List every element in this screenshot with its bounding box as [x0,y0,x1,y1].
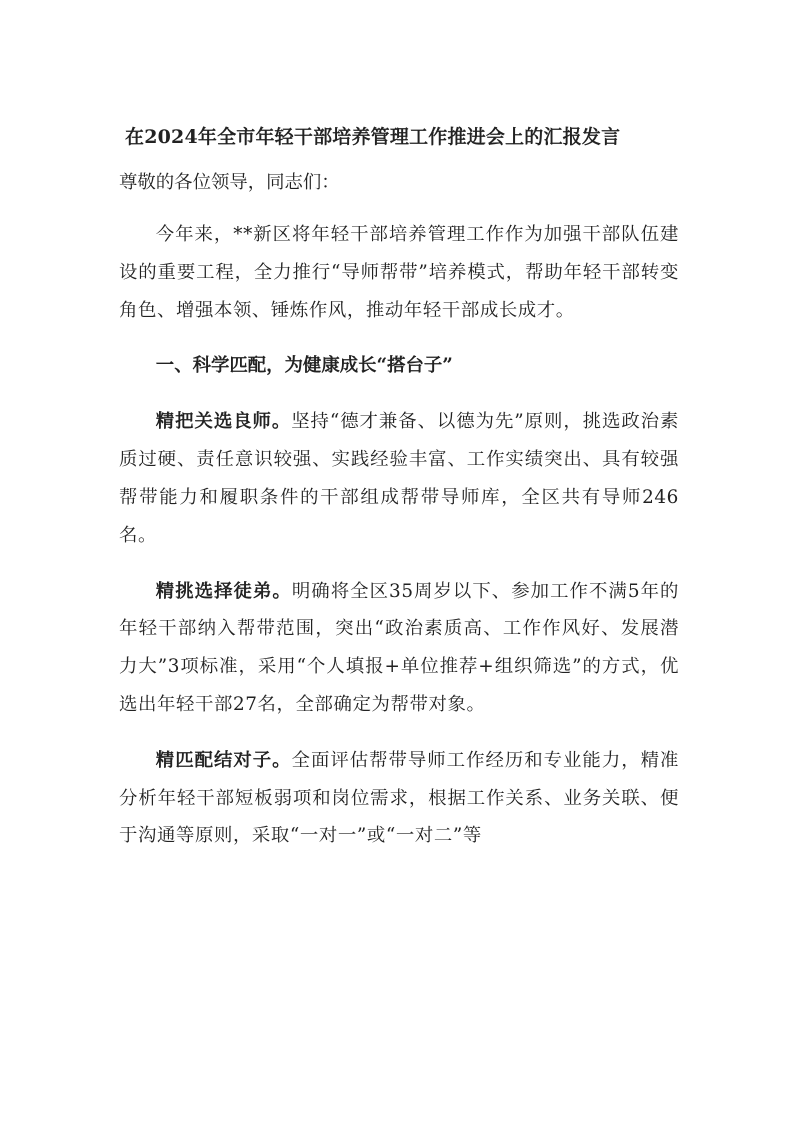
paragraph-lead: 精挑选择徒弟。 [155,580,292,602]
document-body [119,118,679,873]
paragraph-select-mentors [119,403,679,554]
salutation: 尊敬的各位领导，同志们： [119,172,340,193]
paragraph-lead: 精匹配结对子。 [155,749,292,771]
paragraph-text: 全面评估帮带导师工作经历和专业能力，精准分析年轻干部短板弱项和岗位需求，根据工作关系、业务关联、便于沟通等原则，采取“一对一”或“一对二”等 [119,749,679,847]
paragraph-pairing [119,742,679,855]
paragraph-text: 明确将全区35周岁以下、参加工作不满5年的年轻干部纳入帮带范围，突出“政治素质高、工作作风好、发展潜力大”3项标准，采用“个人填报+单位推荐+组织筛选”的方式，优选出年轻干部27名，全部确定为帮带对象。 [119,580,680,715]
intro-paragraph: 今年来，**新区将年轻干部培养管理工作作为加强干部队伍建设的重要工程，全力推行“导师帮带”培养模式，帮助年轻干部转变角色、增强本领、锤炼作风，推动年轻干部成长成才。 [119,224,679,321]
paragraph-select-apprentices [119,573,679,724]
document-title: 在2024年全市年轻干部培养管理工作推进会上的汇报发言 [125,126,621,148]
paragraph-lead: 精把关选良师。 [155,411,292,433]
paragraph-text: 坚持“德才兼备、以德为先”原则，挑选政治素质过硬、责任意识较强、实践经验丰富、工作实绩突出、具有较强帮带能力和履职条件的干部组成帮带导师库，全区共有导师246名。 [119,411,680,546]
section-heading-1: 一、科学匹配，为健康成长“搭台子” [155,355,453,377]
